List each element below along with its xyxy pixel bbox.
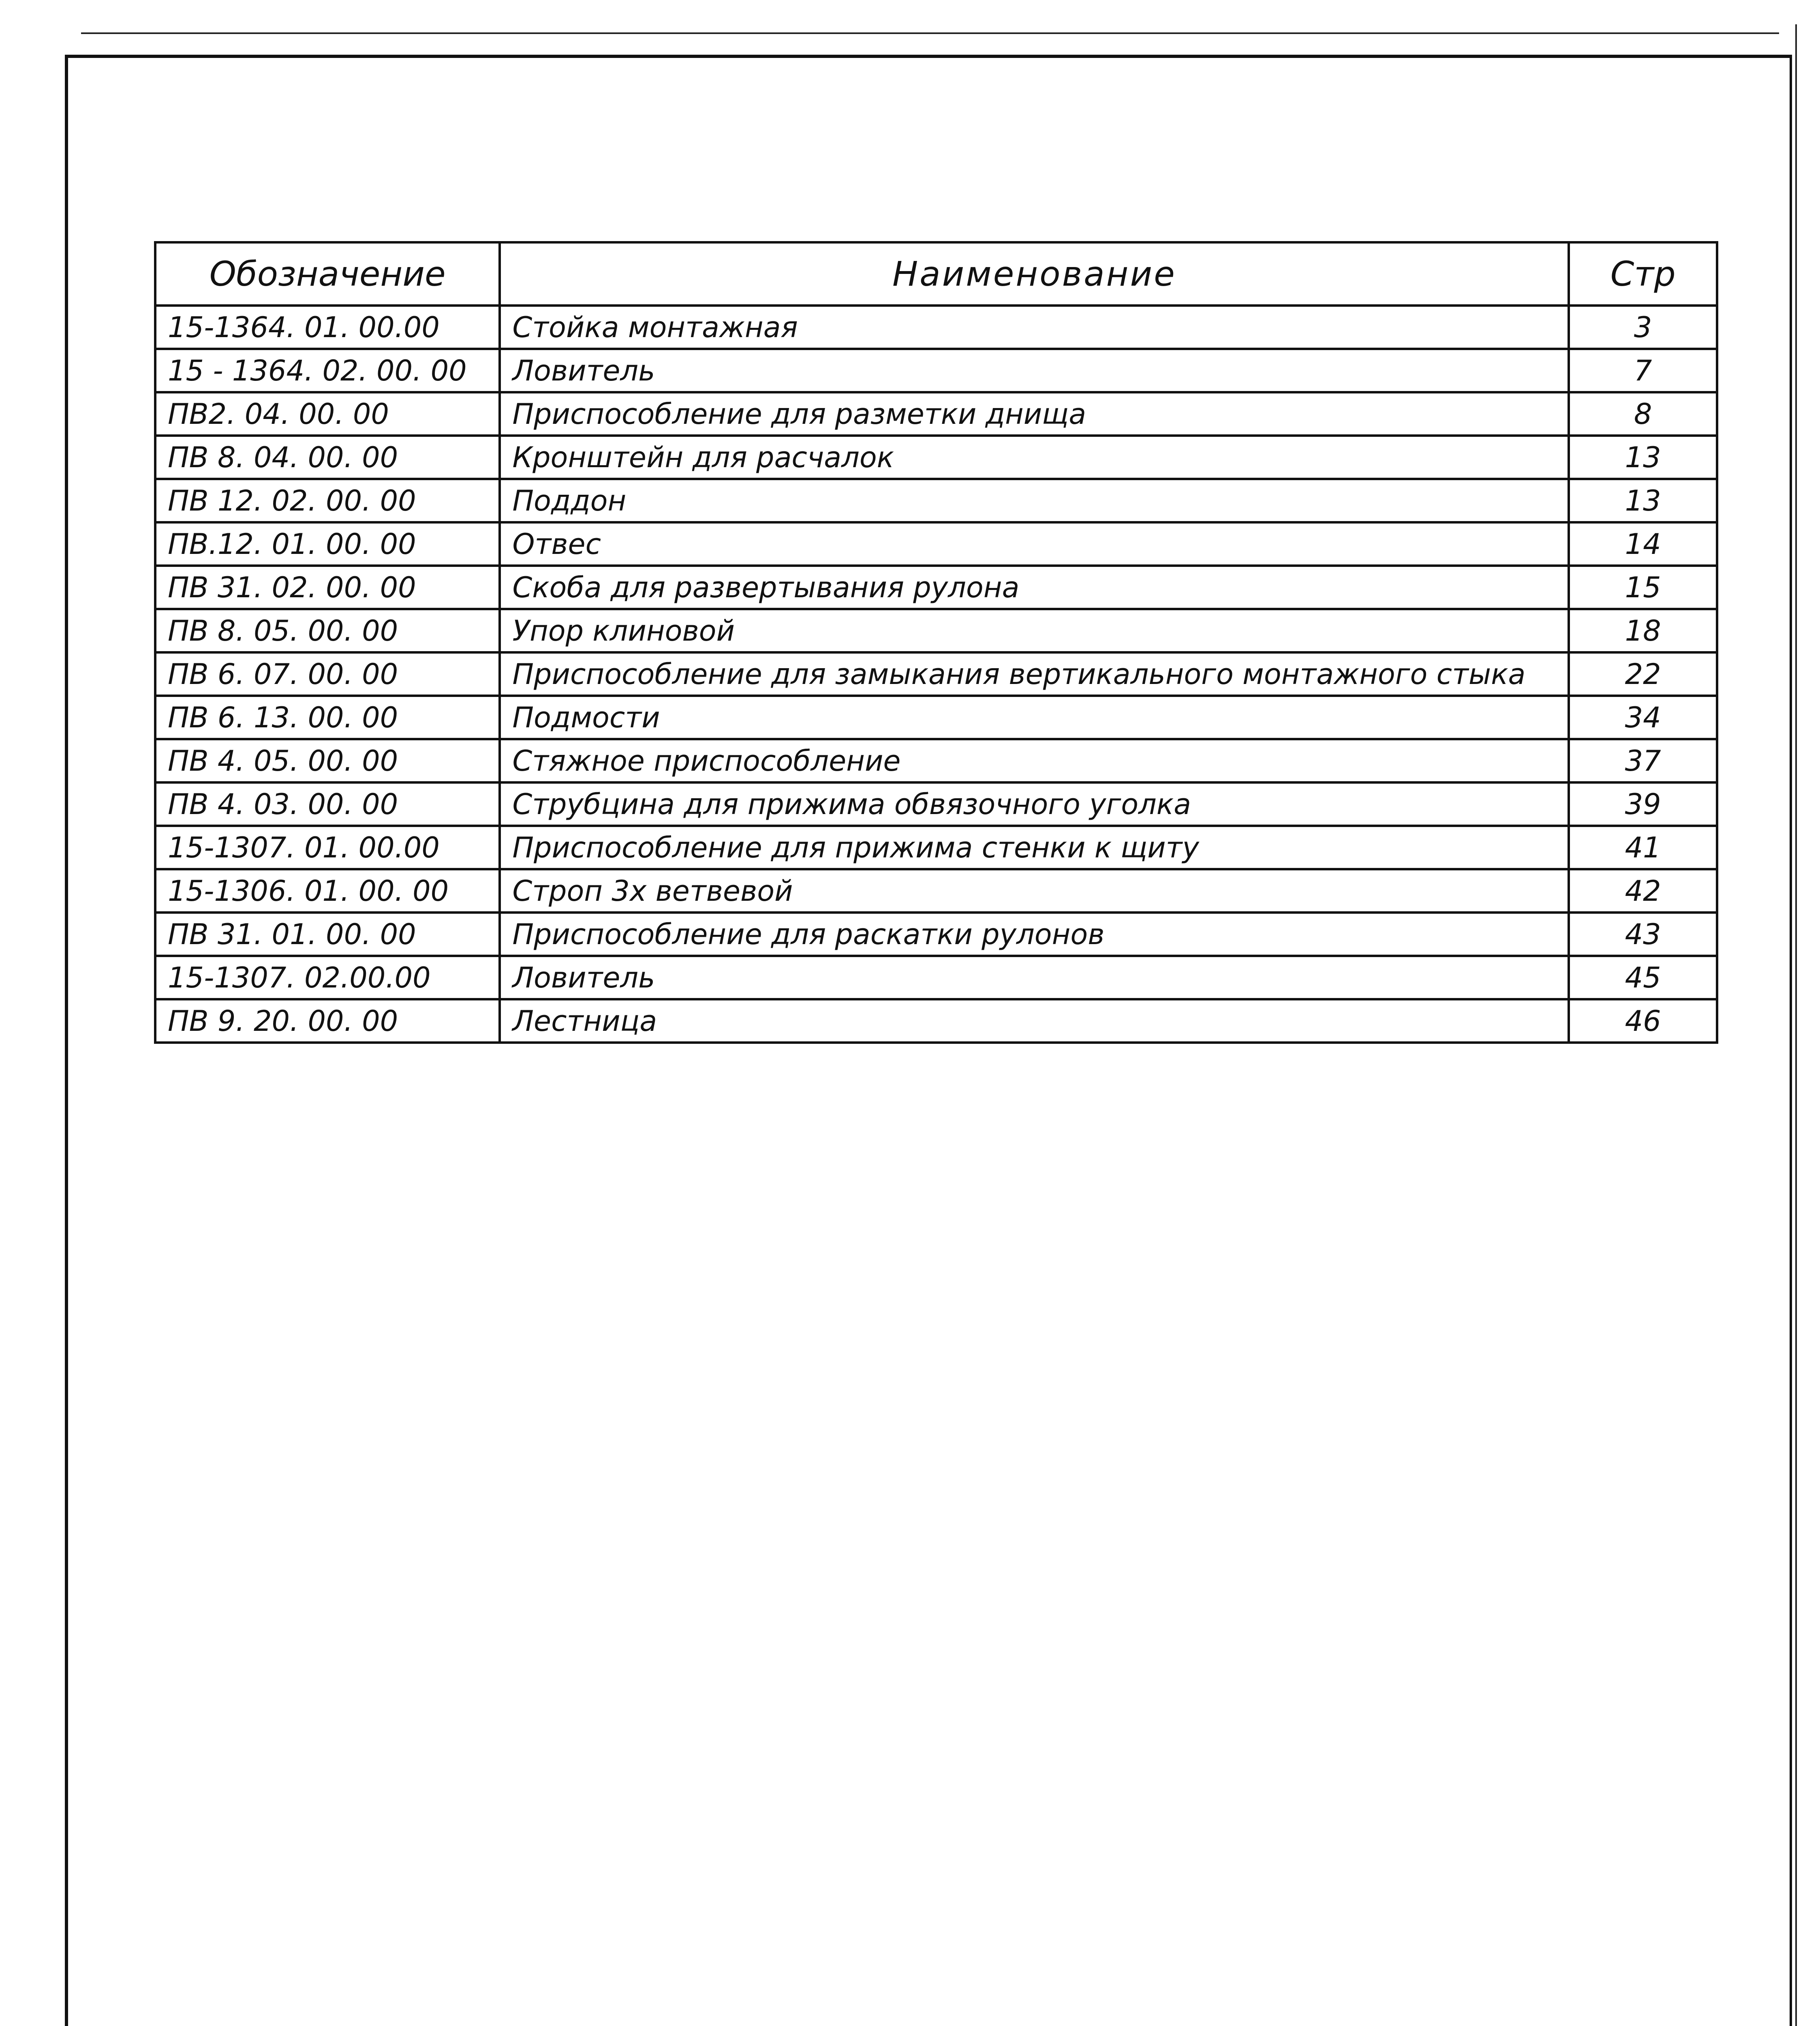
row-name: Струбцина для прижима обвязочного уголка [500,782,1569,826]
table-row [155,652,1717,696]
row-code: 15-1307. 02.00.00 [155,956,500,999]
row-code: ПВ 31. 01. 00. 00 [155,913,500,956]
row-name: Кронштейн для расчалок [500,436,1569,479]
row-page: 41 [1569,826,1717,869]
row-page: 43 [1569,913,1717,956]
table-row [155,696,1717,739]
row-code: 15-1364. 01. 00.00 [155,306,500,349]
right-edge-rule [1795,24,1797,2026]
row-page: 14 [1569,522,1717,566]
row-page: 37 [1569,739,1717,782]
table-header-row [155,242,1717,306]
row-page: 34 [1569,696,1717,739]
row-name: Приспособление для раскатки рулонов [500,913,1569,956]
table-row [155,609,1717,652]
table-row [155,956,1717,999]
row-code: 15-1307. 01. 00.00 [155,826,500,869]
row-name: Поддон [500,479,1569,522]
row-name: Подмости [500,696,1569,739]
table-row [155,782,1717,826]
row-code: ПВ.12. 01. 00. 00 [155,522,500,566]
row-page: 3 [1569,306,1717,349]
row-code: ПВ 8. 04. 00. 00 [155,436,500,479]
row-page: 18 [1569,609,1717,652]
top-rule [81,32,1779,34]
table-row [155,349,1717,392]
row-page: 22 [1569,652,1717,696]
row-page: 7 [1569,349,1717,392]
row-name: Ловитель [500,349,1569,392]
table-row [155,436,1717,479]
row-page: 39 [1569,782,1717,826]
table-row [155,826,1717,869]
row-name: Ловитель [500,956,1569,999]
row-code: ПВ 9. 20. 00. 00 [155,999,500,1043]
row-page: 8 [1569,392,1717,436]
row-name: Приспособление для прижима стенки к щиту [500,826,1569,869]
table-row [155,306,1717,349]
row-page: 13 [1569,436,1717,479]
table-row [155,999,1717,1043]
row-code: ПВ 6. 07. 00. 00 [155,652,500,696]
row-page: 13 [1569,479,1717,522]
row-name: Отвес [500,522,1569,566]
row-code: ПВ 4. 05. 00. 00 [155,739,500,782]
row-code: ПВ 31. 02. 00. 00 [155,566,500,609]
row-code: 15 - 1364. 02. 00. 00 [155,349,500,392]
table-row [155,522,1717,566]
row-name: Стяжное приспособление [500,739,1569,782]
row-name: Приспособление для замыкания вертикального монтажного стыка [500,652,1569,696]
row-name: Стойка монтажная [500,306,1569,349]
row-name: Приспособление для разметки днища [500,392,1569,436]
row-page: 42 [1569,869,1717,913]
table-row [155,913,1717,956]
row-page: 15 [1569,566,1717,609]
row-name: Упор клиновой [500,609,1569,652]
table-row [155,739,1717,782]
header-name: Наименование [500,242,1569,306]
header-code: Обозначение [155,242,500,306]
row-page: 46 [1569,999,1717,1043]
row-code: ПВ 6. 13. 00. 00 [155,696,500,739]
table-row [155,392,1717,436]
table-row [155,566,1717,609]
row-name: Строп 3х ветвевой [500,869,1569,913]
row-code: ПВ 4. 03. 00. 00 [155,782,500,826]
row-code: ПВ 8. 05. 00. 00 [155,609,500,652]
row-name: Лестница [500,999,1569,1043]
row-name: Скоба для развертывания рулона [500,566,1569,609]
contents-table [154,241,1718,1044]
row-code: ПВ2. 04. 00. 00 [155,392,500,436]
table-row [155,869,1717,913]
header-page: Стр [1569,242,1717,306]
row-code: 15-1306. 01. 00. 00 [155,869,500,913]
table-row [155,479,1717,522]
row-page: 45 [1569,956,1717,999]
row-code: ПВ 12. 02. 00. 00 [155,479,500,522]
